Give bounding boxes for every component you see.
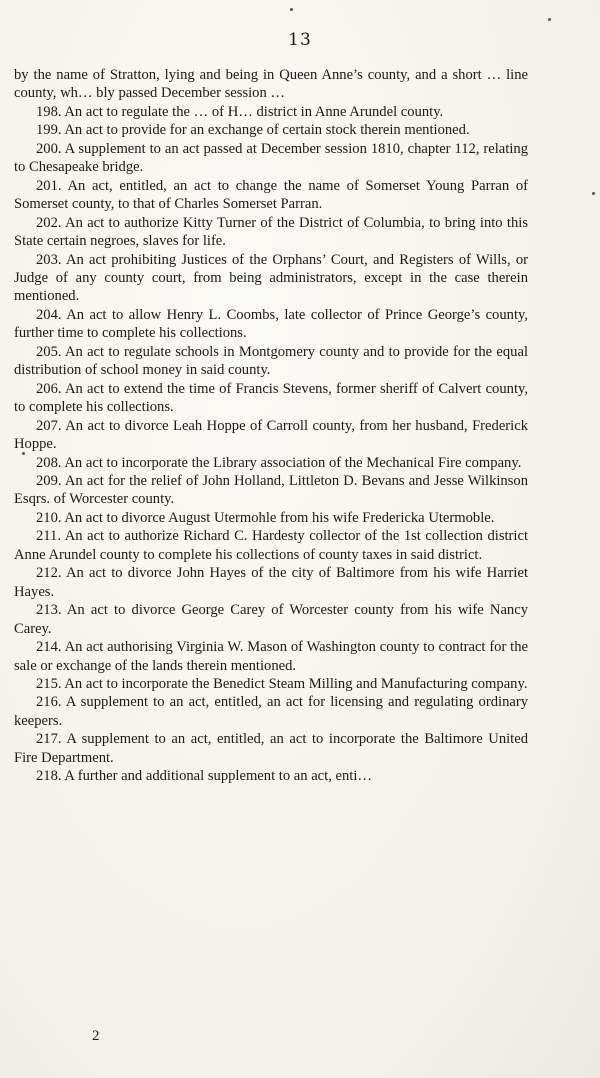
paragraph-210: 210. An act to divorce August Utermohle from his wife Fredericka Utermoble. <box>36 509 495 526</box>
body-text <box>14 66 528 786</box>
page-number: 13 <box>288 30 312 50</box>
paragraph-209: 209. An act for the relief of John Holland, Littleton D. Bevans and Jesse Wilkinson Esqrs. of Worcester county. <box>14 472 528 508</box>
paragraph-201: 201. An act, entitled, an act to change the name of Somerset Young Parran of Somerset county, to that of Charles Somerset Parran. <box>14 177 528 213</box>
paragraph-213: 213. An act to divorce George Carey of Worcester county from his wife Nancy Carey. <box>14 602 528 637</box>
paragraph-203: 203. An act prohibiting Justices of the Orphans’ Court, and Registers of Wills, or Judge of any county court, from being administrators, except in the case therein mentioned. <box>14 251 528 305</box>
ink-speck <box>548 18 551 21</box>
ink-speck <box>592 192 595 195</box>
signature-mark: 2 <box>92 1028 100 1044</box>
paragraph-200: 200. A supplement to an act passed at December session 1810, chapter 112, relating to Chesapeake bridge. <box>14 140 528 176</box>
paragraph-218: 218. A further and additional supplement to an act, enti… <box>36 768 372 785</box>
paragraph-212: 212. An act to divorce John Hayes of the city of Baltimore from his wife Harriet Hayes. <box>14 565 528 600</box>
paragraph-216: 216. A supplement to an act, entitled, an act for licensing and regulating ordinary keepers. <box>14 694 528 729</box>
paragraph-206: 206. An act to extend the time of Francis Stevens, former sheriff of Calvert county, to complete his collections. <box>14 380 528 416</box>
paragraph-continuation: by the name of Stratton, lying and being in Queen Anne’s county, and a short … line county, wh… bly passed December session … <box>14 67 528 102</box>
paragraph-205: 205. An act to regulate schools in Montgomery county and to provide for the equal distribution of school money in said county. <box>14 343 528 379</box>
paragraph-202: 202. An act to authorize Kitty Turner of the District of Columbia, to bring into this State certain negroes, slaves for life. <box>14 214 528 250</box>
paragraph-214: 214. An act authorising Virginia W. Mason of Washington county to contract for the sale or exchange of the lands therein mentioned. <box>14 639 528 674</box>
ink-speck <box>290 8 293 11</box>
paragraph-211: 211. An act to authorize Richard C. Hardesty collector of the 1st collection district Anne Arundel county to complete his collections of county taxes in said district. <box>14 528 528 563</box>
paragraph-208: 208. An act to incorporate the Library association of the Mechanical Fire company. <box>36 454 522 471</box>
paragraph-215: 215. An act to incorporate the Benedict Steam Milling and Manufacturing company. <box>36 675 528 692</box>
paragraph-199: 199. An act to provide for an exchange of certain stock therein mentioned. <box>36 122 470 139</box>
paragraph-207: 207. An act to divorce Leah Hoppe of Carroll county, from her husband, Frederick Hoppe. <box>14 417 528 453</box>
ink-speck <box>22 452 25 455</box>
paragraph-217: 217. A supplement to an act, entitled, an act to incorporate the Baltimore United Fire Department. <box>14 731 528 766</box>
paragraph-204: 204. An act to allow Henry L. Coombs, late collector of Prince George’s county, further time to complete his collections. <box>14 306 528 342</box>
paragraph-198: 198. An act to regulate the … of H… district in Anne Arundel county. <box>36 103 444 120</box>
